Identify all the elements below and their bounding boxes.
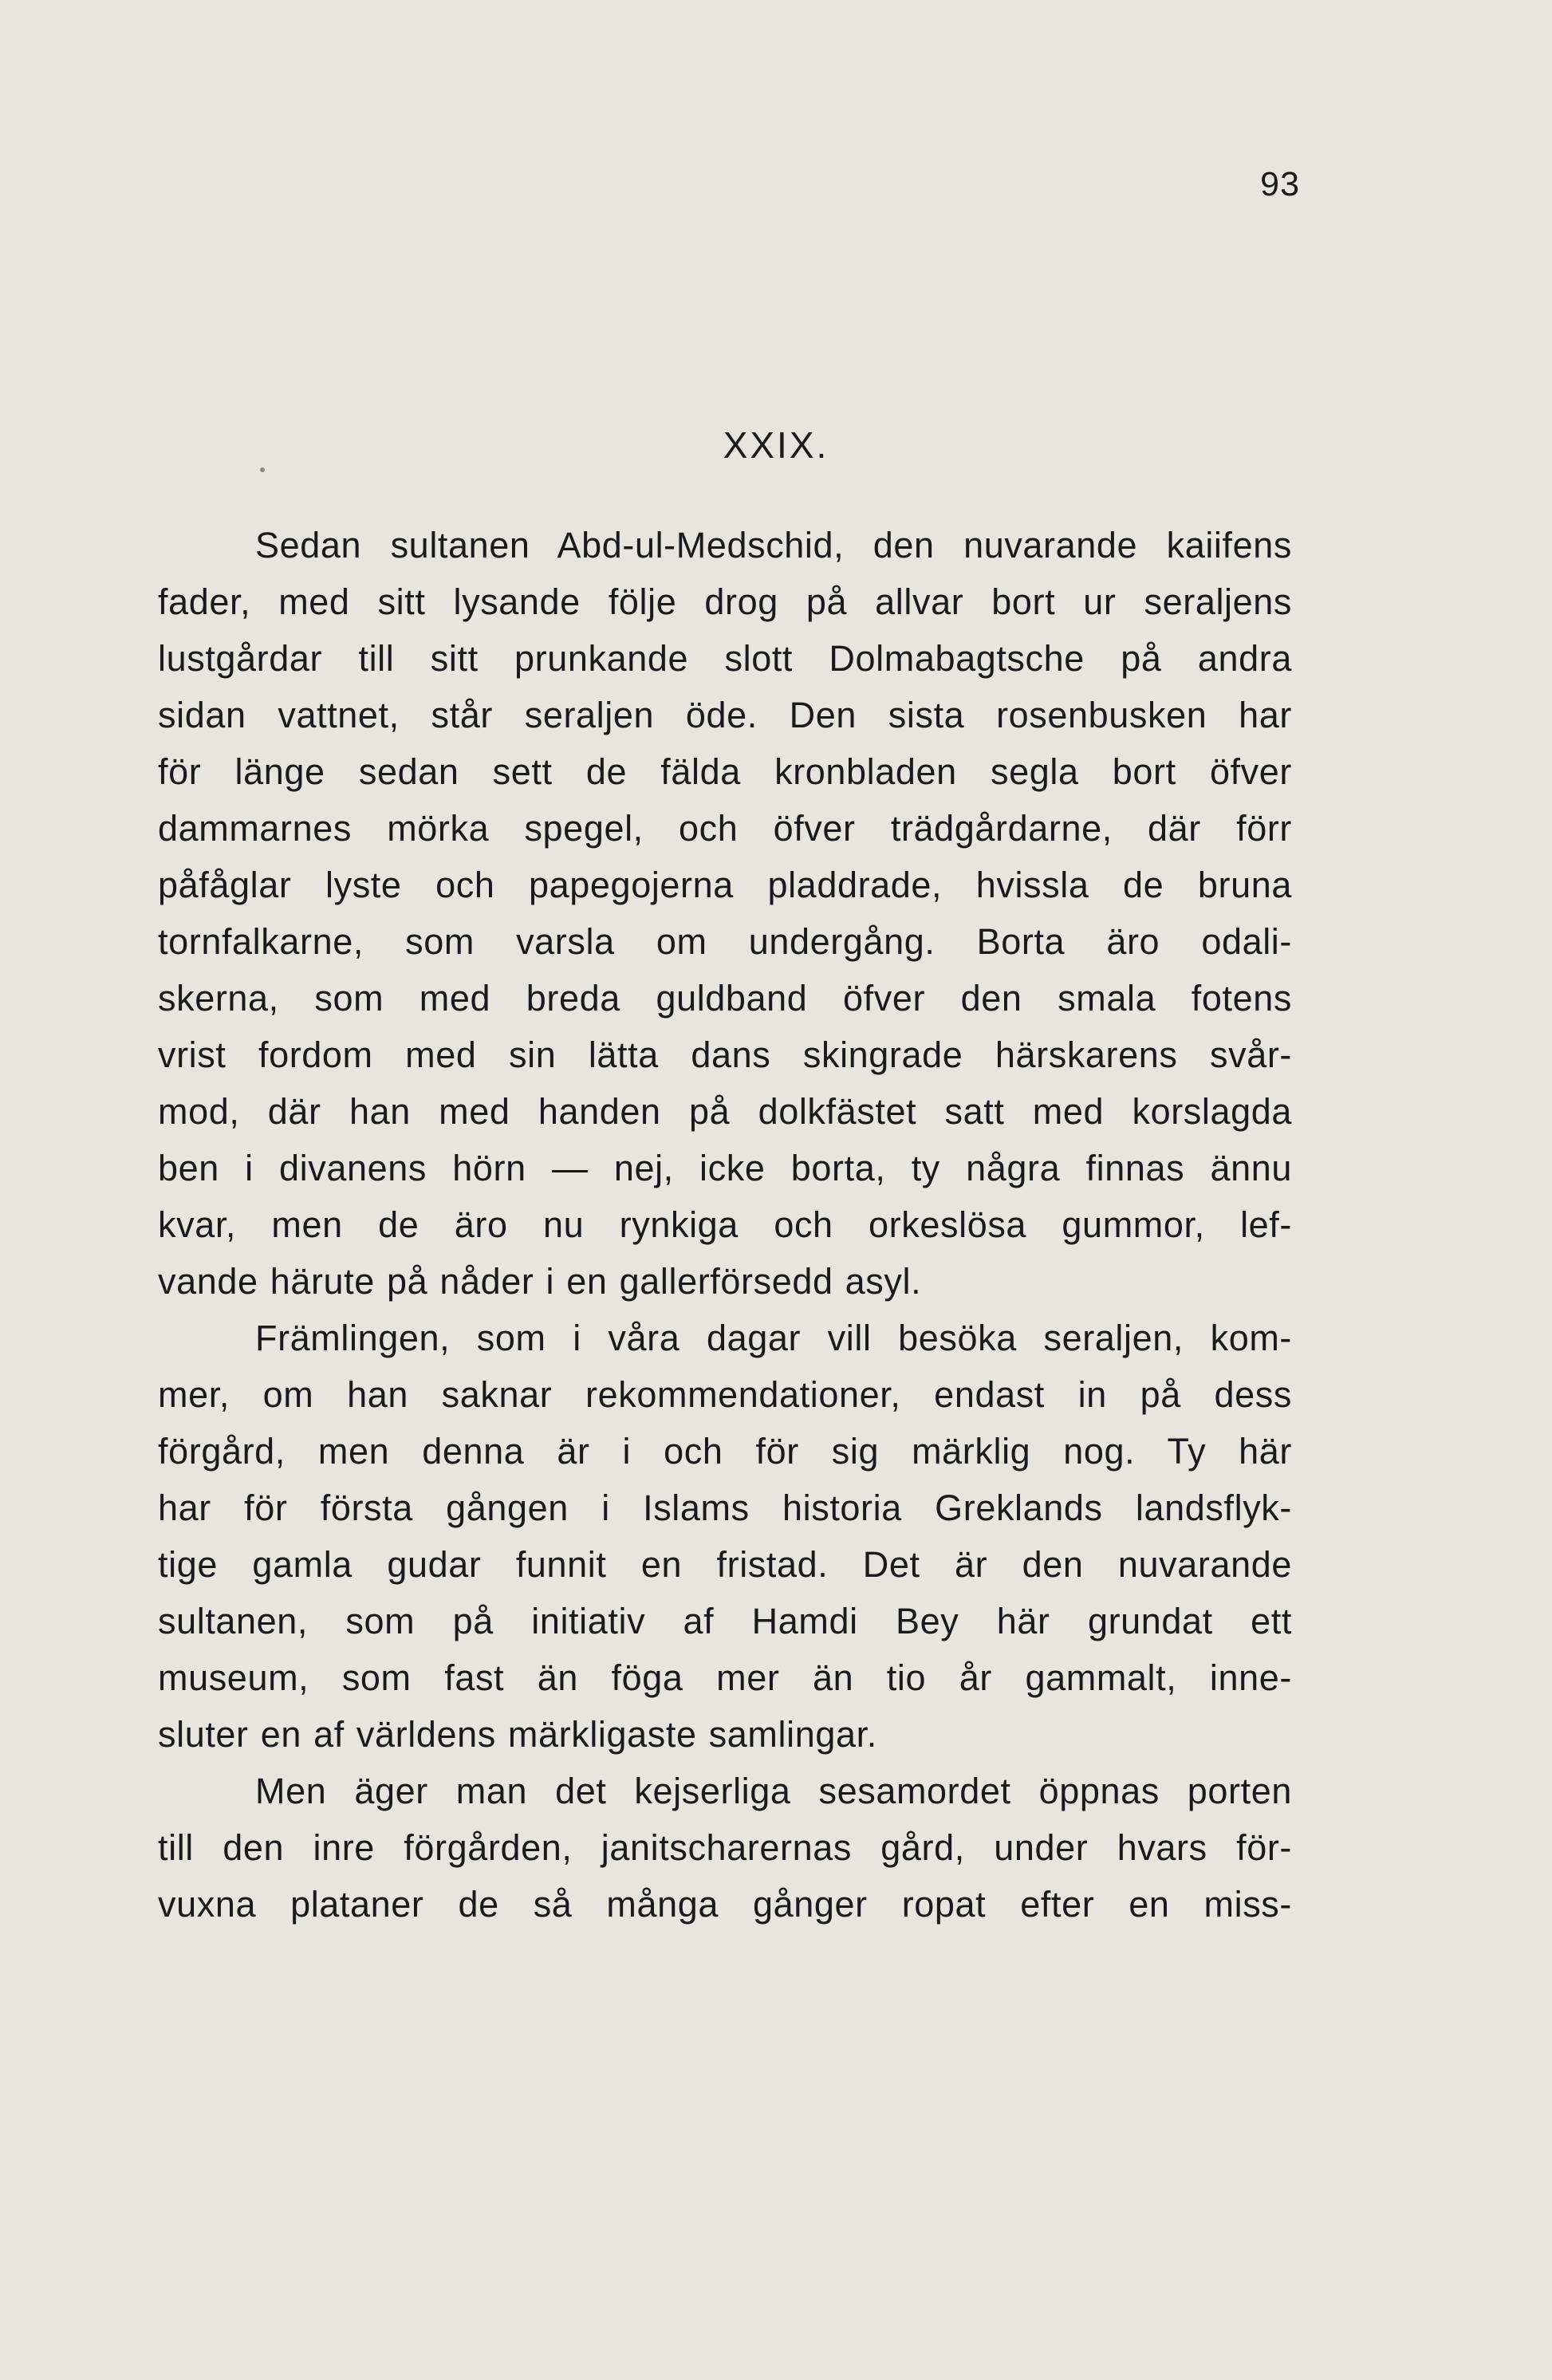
body-text	[158, 517, 1292, 1933]
text-line: vande härute på nåder i en gallerförsedd asyl.	[158, 1261, 922, 1302]
page-number: 93	[1260, 165, 1300, 203]
text-line: vrist fordom med sin lätta dans skingrade härskarens svår-	[158, 1034, 1292, 1075]
text-line: till den inre förgården, janitscharernas gård, under hvars för-	[158, 1827, 1292, 1868]
text-line: sidan vattnet, står seraljen öde. Den sista rosenbusken har	[158, 695, 1292, 735]
text-line: vuxna plataner de så många gånger ropat efter en miss-	[158, 1884, 1292, 1925]
text-line: påfåglar lyste och papegojerna pladdrade, hvissla de bruna	[158, 865, 1292, 905]
paper-speck	[260, 467, 265, 472]
text-line: dammarnes mörka spegel, och öfver trädgårdarne, där förr	[158, 808, 1292, 849]
text-line: museum, som fast än föga mer än tio år gammalt, inne-	[158, 1657, 1292, 1698]
text-line: Främlingen, som i våra dagar vill besöka seraljen, kom-	[255, 1318, 1292, 1358]
text-line: mer, om han saknar rekommendationer, endast in på dess	[158, 1374, 1292, 1415]
text-line: tige gamla gudar funnit en fristad. Det är den nuvarande	[158, 1544, 1292, 1585]
text-line: har för första gången i Islams historia Greklands landsflyk-	[158, 1488, 1292, 1528]
chapter-heading: XXIX.	[723, 424, 829, 466]
text-line: sluter en af världens märkligaste samlingar.	[158, 1714, 877, 1755]
text-line: lustgårdar till sitt prunkande slott Dolmabagtsche på andra	[158, 638, 1292, 679]
text-line: tornfalkarne, som varsla om undergång. Borta äro odali-	[158, 921, 1292, 962]
text-line: Men äger man det kejserliga sesamordet öppnas porten	[255, 1771, 1292, 1811]
text-line: Sedan sultanen Abd-ul-Medschid, den nuvarande kaiifens	[255, 525, 1292, 565]
text-line: sultanen, som på initiativ af Hamdi Bey här grundat ett	[158, 1601, 1292, 1641]
text-line: skerna, som med breda guldband öfver den smala fotens	[158, 978, 1292, 1019]
text-line: mod, där han med handen på dolkfästet satt med korslagda	[158, 1091, 1292, 1132]
text-line: förgård, men denna är i och för sig märklig nog. Ty här	[158, 1431, 1292, 1472]
text-line: fader, med sitt lysande följe drog på allvar bort ur seraljens	[158, 581, 1292, 622]
text-line: för länge sedan sett de fälda kronbladen segla bort öfver	[158, 751, 1292, 792]
text-line: ben i divanens hörn — nej, icke borta, ty några finnas ännu	[158, 1148, 1292, 1188]
text-line: kvar, men de äro nu rynkiga och orkeslösa gummor, lef-	[158, 1204, 1292, 1245]
